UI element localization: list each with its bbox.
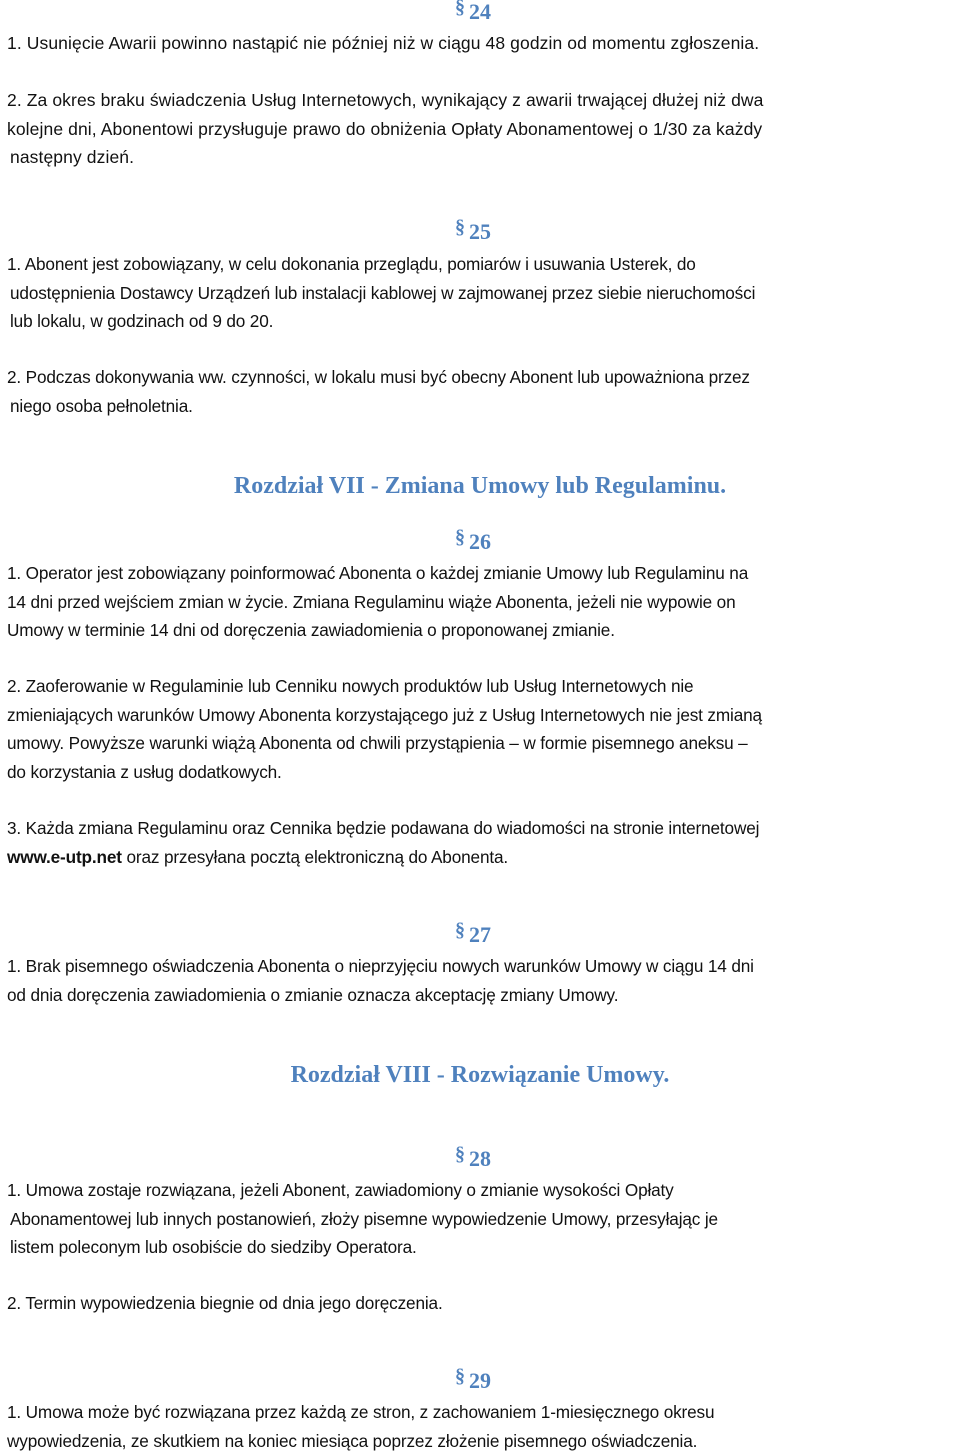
section-number: § 25 bbox=[469, 219, 491, 244]
text-line: Abonamentowej lub innych postanowień, złoży pisemne wypowiedzenie Umowy, przesyłając je bbox=[10, 1208, 718, 1229]
paragraph bbox=[7, 363, 960, 420]
text-line: 1. Brak pisemnego oświadczenia Abonenta o nieprzyjęciu nowych warunków Umowy w ciągu 14 dni bbox=[7, 956, 754, 976]
text-line: wypowiedzenia, ze skutkiem na koniec miesiąca poprzez złożenie pisemnego oświadczenia. bbox=[7, 1430, 698, 1451]
text-line: do korzystania z usług dodatkowych. bbox=[7, 761, 282, 782]
text-line: umowy. Powyższe warunki wiążą Abonenta od chwili przystąpienia – w formie pisemnego aneksu – bbox=[7, 733, 748, 753]
text-line: niego osoba pełnoletnia. bbox=[10, 395, 193, 416]
text-line: 14 dni przed wejściem zmian w życie. Zmiana Regulaminu wiąże Abonenta, jeżeli nie wypowie on bbox=[7, 591, 736, 612]
section-heading-28 bbox=[0, 1145, 960, 1173]
paragraph bbox=[7, 1398, 960, 1455]
section-number: § 27 bbox=[469, 922, 491, 947]
text-line: 1. Umowa może być rozwiązana przez każdą ze stron, z zachowaniem 1-miesięcznego okresu bbox=[7, 1402, 715, 1422]
text-line: kolejne dni, Abonentowi przysługuje prawo do obniżenia Opłaty Abonamentowej o 1/30 za każdy bbox=[7, 118, 763, 139]
chapter-heading: Rozdział VIII - Rozwiązanie Umowy. bbox=[290, 1062, 670, 1088]
paragraph bbox=[7, 1289, 960, 1318]
text-line: 2. Termin wypowiedzenia biegnie od dnia jego doręczenia. bbox=[7, 1293, 443, 1313]
text-line bbox=[7, 843, 960, 872]
section-number: § 28 bbox=[469, 1146, 491, 1171]
section-heading-25 bbox=[0, 218, 960, 246]
paragraph bbox=[7, 86, 960, 172]
section-number: § 24 bbox=[469, 0, 491, 24]
text-line: 2. Podczas dokonywania ww. czynności, w lokalu musi być obecny Abonent lub upoważniona przez bbox=[7, 367, 750, 387]
text-line: następny dzień. bbox=[10, 147, 135, 167]
text-line: 2. Za okres braku świadczenia Usług Internetowych, wynikający z awarii trwającej dłużej niż dwa bbox=[7, 90, 764, 110]
text-line: 3. Każda zmiana Regulaminu oraz Cennika będzie podawana do wiadomości na stronie internetowej bbox=[7, 818, 760, 838]
text-line: 1. Operator jest zobowiązany poinformować Abonenta o każdej zmianie Umowy lub Regulaminu na bbox=[7, 563, 749, 583]
paragraph bbox=[7, 250, 960, 336]
text-line: 2. Zaoferowanie w Regulaminie lub Cenniku nowych produktów lub Usług Internetowych nie bbox=[7, 676, 694, 696]
text-fragment: oraz przesyłana pocztą elektroniczną do Abonenta. bbox=[121, 846, 509, 867]
text-line: lub lokalu, w godzinach od 9 do 20. bbox=[10, 311, 274, 331]
text-line: od dnia doręczenia zawiadomienia o zmianie oznacza akceptację zmiany Umowy. bbox=[7, 984, 619, 1005]
text-line: Umowy w terminie 14 dni od doręczenia zawiadomienia o proponowanej zmianie. bbox=[7, 620, 615, 640]
text-line: listem poleconym lub osobiście do siedziby Operatora. bbox=[10, 1237, 417, 1257]
paragraph bbox=[7, 29, 960, 58]
text-line: udostępnienia Dostawcy Urządzeń lub instalacji kablowej w zajmowanej przez siebie nieruchomości bbox=[10, 282, 756, 303]
text-line: 1. Umowa zostaje rozwiązana, jeżeli Abonent, zawiadomiony o zmianie wysokości Opłaty bbox=[7, 1180, 674, 1200]
paragraph bbox=[7, 952, 960, 1009]
paragraph bbox=[7, 672, 960, 786]
section-number: § 26 bbox=[469, 529, 491, 554]
section-heading-29 bbox=[0, 1367, 960, 1395]
paragraph bbox=[7, 1176, 960, 1262]
website-link[interactable]: www.e-utp.net bbox=[7, 846, 122, 867]
chapter-heading: Rozdział VII - Zmiana Umowy lub Regulaminu. bbox=[233, 473, 727, 499]
section-heading-24 bbox=[0, 0, 960, 26]
section-heading-26 bbox=[0, 528, 960, 556]
text-line: 1. Abonent jest zobowiązany, w celu dokonania przeglądu, pomiarów i usuwania Usterek, do bbox=[7, 254, 696, 274]
paragraph bbox=[7, 559, 960, 645]
section-number: § 29 bbox=[469, 1368, 491, 1393]
text-line: zmieniających warunków Umowy Abonenta korzystającego już z Usług Internetowych nie jest zmianą bbox=[7, 704, 762, 725]
paragraph bbox=[7, 814, 960, 871]
text-line: 1. Usunięcie Awarii powinno nastąpić nie później niż w ciągu 48 godzin od momentu zgłoszenia. bbox=[7, 33, 760, 53]
section-heading-27 bbox=[0, 921, 960, 949]
